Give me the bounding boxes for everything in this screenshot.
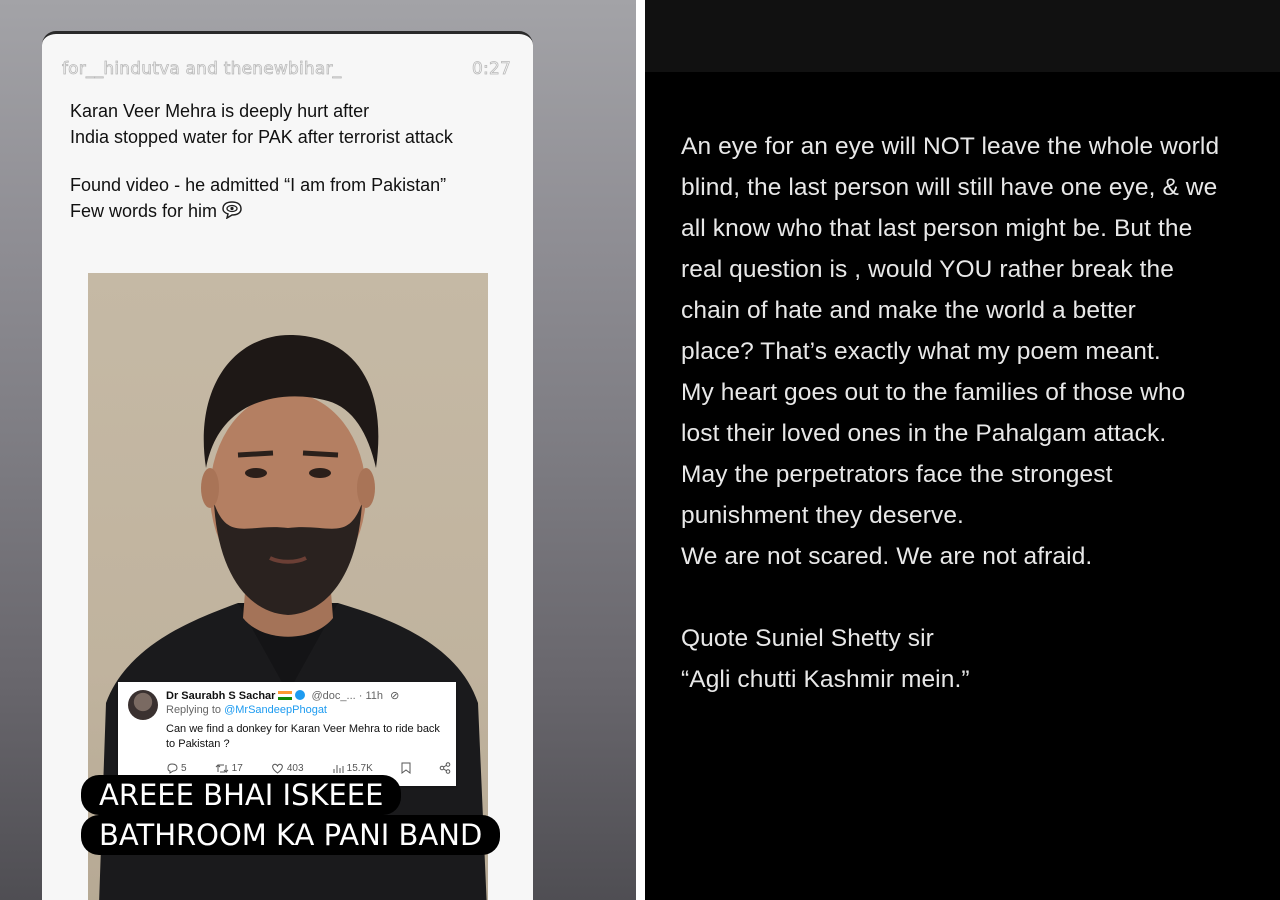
statement-line: My heart goes out to the families of those who bbox=[681, 379, 1186, 406]
quote-line: “Agli chutti Kashmir mein.” bbox=[681, 666, 970, 693]
share-icon bbox=[439, 762, 451, 774]
left-story-panel bbox=[0, 0, 636, 900]
right-story-panel bbox=[645, 0, 1280, 900]
statement-line: punishment they deserve. bbox=[681, 502, 964, 529]
tweet-header: Dr Saurabh S Sachar @doc_... · 11h ⊘ bbox=[166, 690, 400, 702]
views-count: 15.7K bbox=[346, 762, 373, 774]
tweet-handle[interactable]: @doc_... bbox=[311, 690, 356, 702]
statement-line: May the perpetrators face the strongest bbox=[681, 461, 1113, 488]
statement-line: chain of hate and make the world a better bbox=[681, 297, 1136, 324]
statement-line: blind, the last person will still have one eye, & we bbox=[681, 174, 1218, 201]
tweet-author-name[interactable]: Dr Saurabh S Sachar bbox=[166, 690, 276, 702]
eye-speech-icon bbox=[221, 200, 243, 226]
share-button[interactable] bbox=[439, 762, 451, 774]
like-button[interactable] bbox=[271, 762, 304, 774]
statement-line: We are not scared. We are not afraid. bbox=[681, 543, 1093, 570]
post-line: India stopped water for PAK after terrorist attack bbox=[70, 127, 453, 147]
tweet-body: Can we find a donkey for Karan Veer Mehra to ride back to Pakistan ? bbox=[166, 723, 440, 750]
like-count: 403 bbox=[286, 762, 304, 774]
views-icon bbox=[332, 763, 344, 774]
avatar[interactable] bbox=[128, 690, 158, 720]
statement-line: all know who that last person might be. But the bbox=[681, 215, 1193, 242]
mention-link[interactable]: @MrSandeepPhogat bbox=[224, 704, 327, 716]
story-header bbox=[62, 54, 511, 84]
grok-icon[interactable]: ⊘ bbox=[390, 690, 400, 702]
quote-line: Quote Suniel Shetty sir bbox=[681, 625, 934, 652]
reply-count: 5 bbox=[181, 762, 187, 774]
retweet-count: 17 bbox=[231, 762, 243, 774]
panel-divider bbox=[636, 0, 645, 900]
post-text bbox=[70, 98, 520, 226]
reply-icon bbox=[166, 763, 178, 774]
statement-line: An eye for an eye will NOT leave the whole world bbox=[681, 133, 1220, 160]
like-icon bbox=[271, 763, 284, 774]
tweet-replying-to bbox=[166, 704, 327, 716]
bookmark-icon bbox=[401, 762, 411, 774]
tweet-actions bbox=[166, 762, 451, 774]
story-card bbox=[42, 31, 533, 900]
video-caption bbox=[81, 775, 601, 855]
post-line: Found video - he admitted “I am from Pakistan” bbox=[70, 175, 447, 195]
tweet-time: 11h bbox=[365, 690, 384, 702]
statement-text bbox=[681, 126, 1276, 700]
retweet-button[interactable] bbox=[215, 762, 243, 774]
caption-line: BATHROOM KA PANI BAND bbox=[81, 815, 500, 855]
statement-line: lost their loved ones in the Pahalgam attack. bbox=[681, 420, 1167, 447]
post-line-with-icon bbox=[70, 198, 520, 226]
statement-line: real question is , would YOU rather break the bbox=[681, 256, 1174, 283]
replying-prefix: Replying to bbox=[166, 704, 225, 716]
verified-badge-icon bbox=[295, 690, 305, 700]
bookmark-button[interactable] bbox=[401, 762, 411, 774]
post-line: Few words for him bbox=[70, 201, 218, 221]
story-username[interactable]: for__hindutva and thenewbihar_ bbox=[62, 59, 342, 79]
india-flag-icon bbox=[278, 691, 292, 700]
story-top-bar bbox=[645, 0, 1280, 72]
caption-line: AREEE BHAI ISKEEE bbox=[81, 775, 401, 815]
tweet-card[interactable] bbox=[118, 682, 456, 786]
retweet-icon bbox=[215, 763, 229, 774]
views-button[interactable] bbox=[332, 762, 373, 774]
story-timestamp: 0:27 bbox=[472, 59, 511, 79]
reply-button[interactable] bbox=[166, 762, 187, 774]
statement-line: place? That’s exactly what my poem meant. bbox=[681, 338, 1161, 365]
post-line: Karan Veer Mehra is deeply hurt after bbox=[70, 101, 370, 121]
